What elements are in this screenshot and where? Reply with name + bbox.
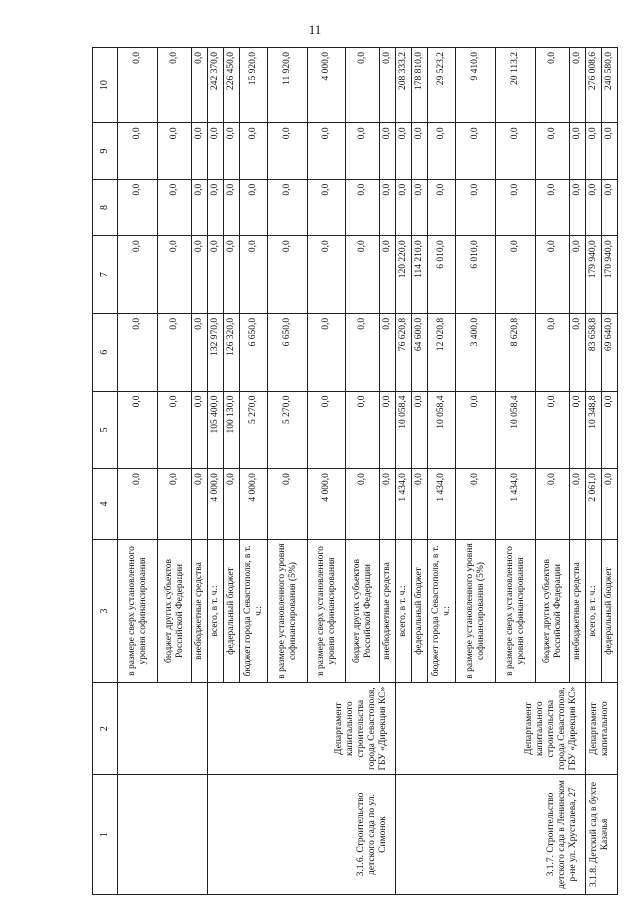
item-name-cell: 3.1.7. Строительство детского сада в Ленинском р-не ул. Хрусталева, 27 bbox=[396, 775, 586, 895]
funding-table bbox=[92, 47, 618, 895]
value-cell: 0,0 bbox=[158, 179, 192, 235]
value-cell: 6 010,0 bbox=[456, 236, 496, 314]
value-cell: 0,0 bbox=[192, 123, 208, 179]
value-cell: 0,0 bbox=[208, 179, 224, 235]
value-cell: 0,0 bbox=[456, 469, 496, 540]
value-cell: 0,0 bbox=[346, 123, 380, 179]
value-cell: 0,0 bbox=[536, 179, 570, 235]
value-cell: 0,0 bbox=[380, 123, 396, 179]
funding-source-cell: в размере установленного уровня софинансирования (5%) bbox=[268, 539, 308, 683]
funding-source-cell: бюджет города Севастополя, в т. ч.: bbox=[240, 539, 268, 683]
value-cell: 0,0 bbox=[192, 391, 208, 469]
executor-cell: Департамент капитального строительства города Севастополя, ГБУ «Дирекция КС» bbox=[208, 683, 396, 775]
value-cell: 178 810,0 bbox=[412, 48, 428, 123]
value-cell: 64 600,0 bbox=[412, 313, 428, 391]
value-cell: 0,0 bbox=[240, 123, 268, 179]
value-cell: 0,0 bbox=[412, 469, 428, 540]
funding-source-cell: в размере сверх установленного уровня софинансирования bbox=[118, 539, 158, 683]
table-row bbox=[586, 48, 602, 895]
item-name-cell: 3.1.6. Строительство детского сада по ул. Симонок bbox=[208, 775, 396, 895]
value-cell: 0,0 bbox=[412, 391, 428, 469]
funding-source-cell: федеральный бюджет bbox=[224, 539, 240, 683]
value-cell: 100 130,0 bbox=[224, 391, 240, 469]
executor-cell: Департамент капитального bbox=[586, 683, 618, 775]
value-cell: 12 020,8 bbox=[428, 313, 456, 391]
value-cell: 0,0 bbox=[158, 313, 192, 391]
value-cell: 29 523,2 bbox=[428, 48, 456, 123]
column-header: 8 bbox=[93, 179, 118, 235]
value-cell: 0,0 bbox=[536, 123, 570, 179]
value-cell: 9 410,0 bbox=[456, 48, 496, 123]
value-cell: 0,0 bbox=[570, 469, 586, 540]
funding-source-cell: бюджет других субъектов Российской Федерации bbox=[536, 539, 570, 683]
funding-source-cell: внебюджетные средства bbox=[380, 539, 396, 683]
value-cell: 0,0 bbox=[208, 123, 224, 179]
value-cell: 0,0 bbox=[346, 236, 380, 314]
funding-source-cell: внебюджетные средства bbox=[570, 539, 586, 683]
value-cell: 0,0 bbox=[536, 391, 570, 469]
table-row bbox=[396, 48, 412, 895]
funding-source-cell: бюджет города Севастополя, в т. ч.: bbox=[428, 539, 456, 683]
value-cell: 0,0 bbox=[412, 179, 428, 235]
value-cell: 0,0 bbox=[496, 236, 536, 314]
value-cell: 0,0 bbox=[346, 313, 380, 391]
funding-source-cell: бюджет других субъектов Российской Федерации bbox=[346, 539, 380, 683]
value-cell: 0,0 bbox=[602, 469, 618, 540]
value-cell: 0,0 bbox=[268, 236, 308, 314]
column-header: 3 bbox=[93, 539, 118, 683]
value-cell: 6 650,0 bbox=[268, 313, 308, 391]
funding-source-cell: внебюджетные средства bbox=[192, 539, 208, 683]
column-header: 10 bbox=[93, 48, 118, 123]
value-cell: 0,0 bbox=[158, 236, 192, 314]
value-cell: 10 058,4 bbox=[396, 391, 412, 469]
value-cell: 0,0 bbox=[118, 179, 158, 235]
value-cell: 120 220,0 bbox=[396, 236, 412, 314]
value-cell: 0,0 bbox=[380, 391, 396, 469]
value-cell: 4 000,0 bbox=[308, 469, 346, 540]
value-cell: 4 000,0 bbox=[240, 469, 268, 540]
value-cell: 10 058,4 bbox=[496, 391, 536, 469]
value-cell: 0,0 bbox=[268, 123, 308, 179]
value-cell: 0,0 bbox=[380, 469, 396, 540]
value-cell: 208 333,2 bbox=[396, 48, 412, 123]
value-cell: 0,0 bbox=[158, 123, 192, 179]
value-cell: 0,0 bbox=[412, 123, 428, 179]
value-cell: 3 400,0 bbox=[456, 313, 496, 391]
value-cell: 0,0 bbox=[570, 48, 586, 123]
value-cell: 0,0 bbox=[158, 48, 192, 123]
value-cell: 0,0 bbox=[586, 179, 602, 235]
value-cell: 0,0 bbox=[192, 48, 208, 123]
value-cell: 0,0 bbox=[570, 313, 586, 391]
value-cell: 0,0 bbox=[192, 179, 208, 235]
value-cell: 0,0 bbox=[118, 48, 158, 123]
value-cell: 240 580,0 bbox=[602, 48, 618, 123]
value-cell: 170 940,0 bbox=[602, 236, 618, 314]
value-cell: 0,0 bbox=[118, 123, 158, 179]
value-cell: 0,0 bbox=[396, 179, 412, 235]
value-cell: 0,0 bbox=[224, 236, 240, 314]
column-header: 6 bbox=[93, 313, 118, 391]
value-cell: 0,0 bbox=[496, 179, 536, 235]
value-cell: 10 348,8 bbox=[586, 391, 602, 469]
value-cell: 0,0 bbox=[346, 469, 380, 540]
funding-source-cell: в размере сверх установленного уровня софинансирования bbox=[308, 539, 346, 683]
value-cell: 0,0 bbox=[118, 236, 158, 314]
value-cell: 0,0 bbox=[208, 236, 224, 314]
value-cell: 0,0 bbox=[192, 469, 208, 540]
value-cell: 0,0 bbox=[380, 313, 396, 391]
column-header: 9 bbox=[93, 123, 118, 179]
value-cell: 1 434,0 bbox=[496, 469, 536, 540]
value-cell: 114 210,0 bbox=[412, 236, 428, 314]
value-cell: 0,0 bbox=[570, 179, 586, 235]
value-cell: 0,0 bbox=[308, 236, 346, 314]
value-cell: 0,0 bbox=[240, 236, 268, 314]
value-cell: 0,0 bbox=[224, 179, 240, 235]
header-row bbox=[93, 48, 118, 895]
column-header: 1 bbox=[93, 775, 118, 895]
item-name-cell bbox=[118, 775, 208, 895]
value-cell: 0,0 bbox=[536, 469, 570, 540]
value-cell: 226 450,0 bbox=[224, 48, 240, 123]
value-cell: 8 620,8 bbox=[496, 313, 536, 391]
value-cell: 0,0 bbox=[346, 179, 380, 235]
value-cell: 0,0 bbox=[224, 469, 240, 540]
value-cell: 5 270,0 bbox=[240, 391, 268, 469]
value-cell: 6 010,0 bbox=[428, 236, 456, 314]
value-cell: 276 008,6 bbox=[586, 48, 602, 123]
funding-source-cell: всего, в т. ч.: bbox=[208, 539, 224, 683]
value-cell: 83 658,8 bbox=[586, 313, 602, 391]
value-cell: 0,0 bbox=[308, 179, 346, 235]
value-cell: 11 920,0 bbox=[268, 48, 308, 123]
value-cell: 0,0 bbox=[158, 391, 192, 469]
value-cell: 0,0 bbox=[396, 123, 412, 179]
value-cell: 179 940,0 bbox=[586, 236, 602, 314]
value-cell: 1 434,0 bbox=[428, 469, 456, 540]
value-cell: 0,0 bbox=[118, 469, 158, 540]
value-cell: 0,0 bbox=[536, 48, 570, 123]
funding-source-cell: федеральный бюджет bbox=[602, 539, 618, 683]
value-cell: 0,0 bbox=[428, 123, 456, 179]
funding-source-cell: всего, в т. ч.: bbox=[586, 539, 602, 683]
column-header: 2 bbox=[93, 683, 118, 775]
value-cell: 0,0 bbox=[240, 179, 268, 235]
value-cell: 0,0 bbox=[308, 391, 346, 469]
column-header: 4 bbox=[93, 469, 118, 540]
value-cell: 105 400,0 bbox=[208, 391, 224, 469]
executor-cell bbox=[118, 683, 208, 775]
table-row bbox=[118, 48, 158, 895]
funding-source-cell: в размере установленного уровня софинансирования (5%) bbox=[456, 539, 496, 683]
rotated-table-wrapper bbox=[92, 47, 615, 895]
value-cell: 0,0 bbox=[380, 48, 396, 123]
item-name-cell: 3.1.8. Детский сад в бухте Казачья bbox=[586, 775, 618, 895]
value-cell: 10 058,4 bbox=[428, 391, 456, 469]
value-cell: 20 113,2 bbox=[496, 48, 536, 123]
value-cell: 0,0 bbox=[536, 236, 570, 314]
funding-source-cell: в размере сверх установленного уровня софинансирования bbox=[496, 539, 536, 683]
value-cell: 0,0 bbox=[308, 123, 346, 179]
value-cell: 4 000,0 bbox=[208, 469, 224, 540]
value-cell: 0,0 bbox=[346, 48, 380, 123]
value-cell: 0,0 bbox=[224, 123, 240, 179]
value-cell: 0,0 bbox=[496, 123, 536, 179]
table-body bbox=[93, 48, 618, 895]
value-cell: 0,0 bbox=[192, 313, 208, 391]
value-cell: 69 640,0 bbox=[602, 313, 618, 391]
value-cell: 0,0 bbox=[308, 313, 346, 391]
column-header: 7 bbox=[93, 236, 118, 314]
value-cell: 242 370,0 bbox=[208, 48, 224, 123]
value-cell: 132 970,0 bbox=[208, 313, 224, 391]
value-cell: 5 270,0 bbox=[268, 391, 308, 469]
value-cell: 0,0 bbox=[456, 179, 496, 235]
column-header: 5 bbox=[93, 391, 118, 469]
value-cell: 126 320,0 bbox=[224, 313, 240, 391]
value-cell: 0,0 bbox=[602, 179, 618, 235]
page-number: 11 bbox=[308, 22, 322, 37]
value-cell: 0,0 bbox=[118, 391, 158, 469]
value-cell: 0,0 bbox=[192, 236, 208, 314]
value-cell: 0,0 bbox=[268, 469, 308, 540]
funding-source-cell: всего, в т. ч.: bbox=[396, 539, 412, 683]
value-cell: 2 061,0 bbox=[586, 469, 602, 540]
funding-source-cell: федеральный бюджет bbox=[412, 539, 428, 683]
executor-cell: Департамент капитального строительства города Севастополя, ГБУ «Дирекция КС» bbox=[396, 683, 586, 775]
value-cell: 0,0 bbox=[570, 391, 586, 469]
value-cell: 0,0 bbox=[428, 179, 456, 235]
value-cell: 0,0 bbox=[602, 391, 618, 469]
value-cell: 0,0 bbox=[570, 123, 586, 179]
value-cell: 0,0 bbox=[158, 469, 192, 540]
value-cell: 1 434,0 bbox=[396, 469, 412, 540]
value-cell: 0,0 bbox=[380, 236, 396, 314]
value-cell: 0,0 bbox=[456, 123, 496, 179]
value-cell: 0,0 bbox=[586, 123, 602, 179]
value-cell: 0,0 bbox=[536, 313, 570, 391]
value-cell: 0,0 bbox=[456, 391, 496, 469]
table-row bbox=[208, 48, 224, 895]
value-cell: 0,0 bbox=[570, 236, 586, 314]
value-cell: 6 650,0 bbox=[240, 313, 268, 391]
value-cell: 0,0 bbox=[268, 179, 308, 235]
value-cell: 4 000,0 bbox=[308, 48, 346, 123]
value-cell: 0,0 bbox=[118, 313, 158, 391]
value-cell: 15 920,0 bbox=[240, 48, 268, 123]
funding-source-cell: бюджет других субъектов Российской Федерации bbox=[158, 539, 192, 683]
value-cell: 76 620,8 bbox=[396, 313, 412, 391]
value-cell: 0,0 bbox=[346, 391, 380, 469]
value-cell: 0,0 bbox=[602, 123, 618, 179]
value-cell: 0,0 bbox=[380, 179, 396, 235]
